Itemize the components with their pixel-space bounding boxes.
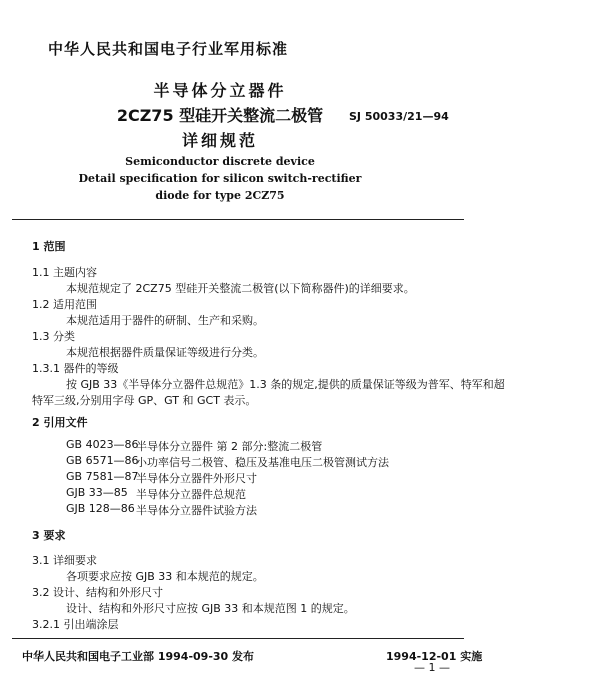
effective-date: 1994-12-01 实施 (386, 650, 483, 663)
section-1-1-heading: 1.1 主题内容 (32, 266, 97, 279)
header-divider (12, 219, 464, 220)
section-1-3-heading: 1.3 分类 (32, 330, 75, 343)
reference-code: GJB 128—86 (66, 502, 135, 515)
footer-divider (12, 638, 464, 639)
section-3-1-text: 各项要求应按 GJB 33 和本规范的规定。 (66, 570, 264, 583)
section-3-1-heading: 3.1 详细要求 (32, 554, 97, 567)
section-3-2-heading: 3.2 设计、结构和外形尺寸 (32, 586, 163, 599)
reference-title: 小功率信号二极管、稳压及基准电压二极管测试方法 (136, 456, 389, 469)
reference-code: GB 4023—86 (66, 438, 139, 451)
section-1-2-text: 本规范适用于器件的研制、生产和采购。 (66, 314, 264, 327)
reference-title: 半导体分立器件外形尺寸 (136, 472, 257, 485)
reference-title: 半导体分立器件 第 2 部分:整流二极管 (136, 440, 323, 453)
title-cn-line-1: 半导体分立器件 (153, 81, 287, 100)
issue-date: 中华人民共和国电子工业部 1994-09-30 发布 (22, 650, 255, 663)
standard-code: SJ 50033/21—94 (349, 110, 449, 123)
title-en-line-2: Detail specification for silicon switch-rectifier (78, 172, 362, 185)
section-1-3-text: 本规范根据器件质量保证等级进行分类。 (66, 346, 264, 359)
standard-body-title: 中华人民共和国电子行业军用标准 (48, 40, 289, 58)
reference-code: GB 6571—86 (66, 454, 139, 467)
title-cn-line-3: 详细规范 (181, 131, 258, 150)
reference-title: 半导体分立器件试验方法 (136, 504, 257, 517)
section-1-3-1-heading: 1.3.1 器件的等级 (32, 362, 119, 375)
section-2-heading: 2 引用文件 (32, 416, 88, 429)
reference-title: 半导体分立器件总规范 (136, 488, 246, 501)
title-en-line-3: diode for type 2CZ75 (155, 189, 285, 202)
title-en-line-1: Semiconductor discrete device (125, 155, 315, 168)
section-3-heading: 3 要求 (32, 529, 66, 542)
section-1-3-1-text-a: 按 GJB 33《半导体分立器件总规范》1.3 条的规定,提供的质量保证等级为普军、特军和超 (66, 378, 505, 391)
section-1-2-heading: 1.2 适用范围 (32, 298, 97, 311)
section-3-2-text: 设计、结构和外形尺寸应按 GJB 33 和本规范图 1 的规定。 (66, 602, 355, 615)
section-3-2-1-heading: 3.2.1 引出端涂层 (32, 618, 119, 631)
section-1-1-text: 本规范规定了 2CZ75 型硅开关整流二极管(以下简称器件)的详细要求。 (66, 282, 415, 295)
title-cn-line-2: 2CZ75 型硅开关整流二极管 (116, 106, 324, 125)
page-number: — 1 — (414, 661, 450, 674)
reference-code: GB 7581—87 (66, 470, 139, 483)
reference-code: GJB 33—85 (66, 486, 128, 499)
section-1-heading: 1 范围 (32, 240, 66, 253)
section-1-3-1-text-b: 特军三级,分别用字母 GP、GT 和 GCT 表示。 (32, 394, 257, 407)
